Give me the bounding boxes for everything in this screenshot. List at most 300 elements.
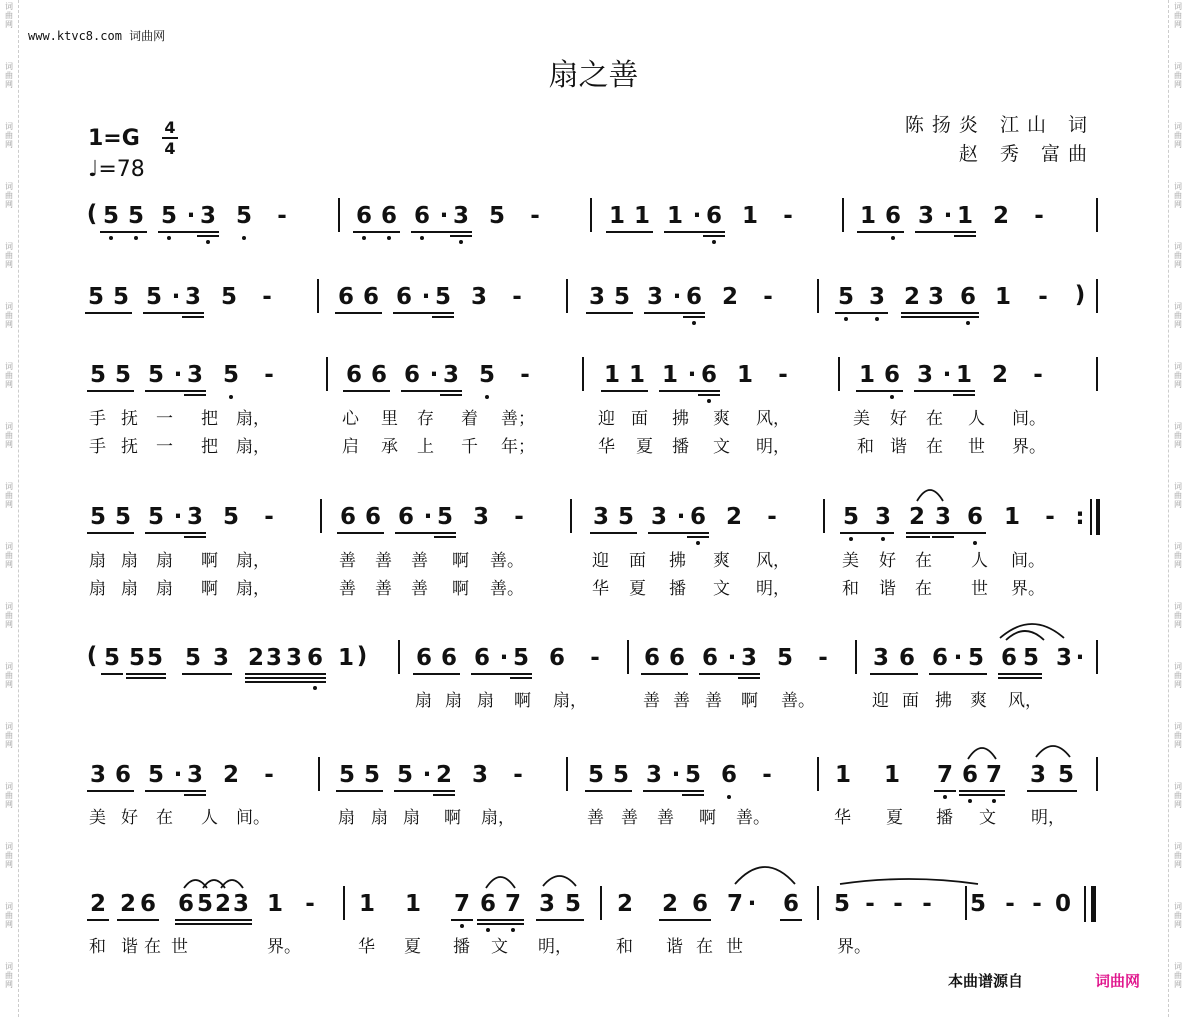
watermark-text: 词 曲 网	[5, 482, 13, 509]
note: 3	[538, 891, 555, 917]
lyric-char: 夏	[636, 437, 653, 457]
lyric-char: 美	[853, 409, 870, 429]
lyric-char: 千	[461, 437, 478, 457]
lyric-char: 扇	[338, 808, 355, 828]
octave-dot	[134, 236, 138, 240]
note: 5	[196, 891, 213, 917]
note: 7	[936, 762, 953, 788]
note: 3	[186, 762, 203, 788]
note: ·	[439, 203, 449, 229]
barline	[1091, 886, 1096, 922]
lyric-char: 美	[89, 808, 106, 828]
lyric-char: 在	[915, 579, 932, 599]
lyric-char: 善	[657, 808, 674, 828]
note: -	[264, 504, 274, 530]
note: 5	[220, 284, 237, 310]
note: 6	[961, 762, 978, 788]
note: ·	[421, 284, 431, 310]
underline	[87, 532, 134, 534]
lyric-char: 扇	[121, 551, 138, 571]
note: 6	[362, 284, 379, 310]
underline	[959, 794, 1005, 796]
lyric-char: 手	[89, 409, 106, 429]
underline	[659, 390, 720, 392]
source-label: 本曲谱源自	[948, 972, 1024, 990]
note: 5	[363, 762, 380, 788]
composer-credit: 赵 秀 富曲	[958, 143, 1095, 165]
barline	[1096, 499, 1100, 535]
note: 5	[147, 762, 164, 788]
octave-dot	[966, 321, 970, 325]
note: 1	[858, 362, 875, 388]
note: 5	[114, 362, 131, 388]
underline	[411, 231, 472, 233]
note: 5	[833, 891, 850, 917]
note: ·	[727, 645, 737, 671]
note: -	[778, 362, 788, 388]
underline	[394, 790, 455, 792]
lyric-char: 扇	[89, 579, 106, 599]
octave-dot	[968, 799, 972, 803]
lyric-char: 拂	[669, 551, 686, 571]
lyric-char: 善。	[781, 691, 815, 711]
note: ·	[1075, 645, 1085, 671]
note: 7	[985, 762, 1002, 788]
note: 2	[214, 891, 231, 917]
slur	[735, 867, 795, 884]
underline	[780, 919, 802, 921]
song-title: 扇之善	[548, 58, 639, 93]
underline	[117, 919, 159, 921]
note: :	[1075, 504, 1085, 530]
underline	[914, 390, 975, 392]
underline	[953, 394, 975, 396]
barline	[317, 279, 319, 313]
lyric-char: 间。	[1012, 409, 1046, 429]
note: 5	[235, 203, 252, 229]
octave-dot	[109, 236, 113, 240]
underline	[929, 673, 987, 675]
barline	[1096, 279, 1098, 313]
lyric-char: 人	[971, 551, 988, 571]
lyric-char: 爽	[713, 551, 730, 571]
barline	[320, 499, 322, 533]
underline	[434, 536, 456, 538]
watermark-text: 词 曲 网	[5, 242, 13, 269]
note: ·	[676, 504, 686, 530]
lyric-char: 好	[890, 409, 907, 429]
note: -	[520, 362, 530, 388]
underline	[145, 532, 206, 534]
octave-dot	[313, 686, 317, 690]
underline	[245, 681, 326, 683]
note: 5	[222, 362, 239, 388]
lyric-char: 一	[156, 409, 173, 429]
underline	[857, 231, 904, 233]
octave-dot	[511, 928, 515, 932]
note: 3	[916, 362, 933, 388]
lyric-char: 迎	[872, 691, 889, 711]
octave-dot	[229, 395, 233, 399]
note: 6	[177, 891, 194, 917]
lyric-char: 界。	[1012, 437, 1046, 457]
watermark-text: 词 曲 网	[5, 2, 13, 29]
lyric-char: 善；	[501, 409, 535, 429]
note: ·	[173, 362, 183, 388]
watermark-text: 词 曲 网	[1174, 362, 1182, 389]
underline	[536, 919, 584, 921]
lyric-char: 世	[726, 937, 743, 957]
lyric-char: 善	[411, 551, 428, 571]
source-name[interactable]: 词曲网	[1095, 972, 1141, 990]
lyric-char: 面	[629, 551, 646, 571]
note: 5	[102, 203, 119, 229]
note: 6	[1000, 645, 1017, 671]
note: 1	[608, 203, 625, 229]
octave-dot	[460, 924, 464, 928]
lyric-char: 上	[417, 437, 434, 457]
note: 1	[337, 645, 354, 671]
lyric-char: 扇	[477, 691, 494, 711]
note: 3	[588, 284, 605, 310]
lyric-char: 谐	[666, 937, 683, 957]
octave-dot	[943, 795, 947, 799]
watermark-text: 词 曲 网	[5, 602, 13, 629]
watermark-text: 词 曲 网	[5, 542, 13, 569]
note: 6	[689, 504, 706, 530]
barline	[1096, 357, 1098, 391]
underline	[901, 316, 979, 318]
note: 5	[967, 645, 984, 671]
underline	[87, 390, 134, 392]
note: 6	[440, 645, 457, 671]
note: 5	[564, 891, 581, 917]
underline	[703, 235, 725, 237]
watermark-text: 词 曲 网	[1174, 602, 1182, 629]
underline	[143, 312, 204, 314]
barline	[590, 198, 592, 232]
note: 6	[685, 284, 702, 310]
underline	[687, 536, 709, 538]
underline	[932, 536, 954, 538]
note: 6	[691, 891, 708, 917]
lyric-char: 扇，	[553, 691, 587, 711]
note: -	[818, 645, 828, 671]
slur	[1000, 624, 1064, 638]
note: 2	[661, 891, 678, 917]
underline	[337, 532, 384, 534]
key-signature: 1=G	[88, 126, 140, 151]
note: 3	[186, 362, 203, 388]
note: 6	[884, 203, 901, 229]
note: 3	[868, 284, 885, 310]
barline	[1090, 499, 1092, 535]
note: (	[86, 201, 98, 227]
note: -	[512, 284, 522, 310]
note: 6	[355, 203, 372, 229]
underline	[184, 794, 206, 796]
lyric-char: 迎	[592, 551, 609, 571]
lyric-char: 啊	[452, 551, 469, 571]
note: ·	[186, 203, 196, 229]
barline	[326, 357, 328, 391]
note: 7	[453, 891, 470, 917]
note: 6	[705, 203, 722, 229]
underline	[934, 790, 956, 792]
note: ·	[499, 645, 509, 671]
lyric-char: 里	[381, 409, 398, 429]
lyric-char: 明，	[756, 579, 790, 599]
underline	[450, 235, 472, 237]
lyric-char: 扇，	[481, 808, 515, 828]
note: 3	[592, 504, 609, 530]
note: ·	[747, 891, 757, 917]
note: 5	[1057, 762, 1074, 788]
note: 2	[435, 762, 452, 788]
underline	[471, 673, 532, 675]
lyric-char: 谐	[879, 579, 896, 599]
time-signature-bottom: 4	[164, 139, 176, 158]
note: 3	[89, 762, 106, 788]
watermark-text: 词 曲 网	[5, 902, 13, 929]
lyric-char: 善	[587, 808, 604, 828]
watermark-text: 词 曲 网	[5, 842, 13, 869]
lyric-char: 在	[926, 409, 943, 429]
note: 5	[127, 203, 144, 229]
lyric-char: 拂	[672, 409, 689, 429]
note: 3	[232, 891, 249, 917]
lyric-char: 风，	[756, 551, 790, 571]
octave-dot	[167, 236, 171, 240]
note: 6	[337, 284, 354, 310]
lyric-char: 谐	[890, 437, 907, 457]
lyric-char: 扇	[415, 691, 432, 711]
lyric-char: 文	[713, 579, 730, 599]
note: 6	[380, 203, 397, 229]
note: 2	[908, 504, 925, 530]
lyric-char: 善	[339, 579, 356, 599]
note: -	[1033, 362, 1043, 388]
note: -	[1034, 203, 1044, 229]
note: ·	[429, 362, 439, 388]
barline	[817, 757, 819, 791]
underline	[440, 394, 462, 396]
note: 3	[650, 504, 667, 530]
note: -	[763, 284, 773, 310]
right-watermark-strip	[1168, 0, 1187, 1017]
watermark-text: 词 曲 网	[1174, 122, 1182, 149]
note: 2	[247, 645, 264, 671]
octave-dot	[485, 395, 489, 399]
octave-dot	[362, 236, 366, 240]
watermark-text: 词 曲 网	[5, 122, 13, 149]
note: ·	[173, 504, 183, 530]
underline	[840, 532, 894, 534]
octave-dot	[692, 321, 696, 325]
watermark-text: 词 曲 网	[1174, 482, 1182, 509]
note: 5	[434, 284, 451, 310]
note: ·	[687, 362, 697, 388]
note: 1	[956, 203, 973, 229]
note: 3	[917, 203, 934, 229]
slur	[184, 880, 207, 888]
underline	[644, 312, 705, 314]
note: 7	[726, 891, 743, 917]
note: 3	[184, 284, 201, 310]
lyric-char: 善	[673, 691, 690, 711]
watermark-text: 词 曲 网	[5, 782, 13, 809]
lyric-char: 人	[201, 808, 218, 828]
underline	[245, 673, 326, 675]
note: 6	[306, 645, 323, 671]
underline	[184, 394, 206, 396]
underline	[659, 919, 711, 921]
lyric-char: 华	[598, 437, 615, 457]
underline	[998, 673, 1042, 675]
lyric-char: 文	[713, 437, 730, 457]
lyric-char: 扇，	[236, 409, 270, 429]
lyric-char: 播	[672, 437, 689, 457]
lyric-char: 谐	[121, 937, 138, 957]
lyric-char: 扇，	[236, 551, 270, 571]
lyric-char: 善	[375, 579, 392, 599]
lyric-char: 扇	[156, 551, 173, 571]
underline	[353, 231, 400, 233]
note: 6	[370, 362, 387, 388]
note: 6	[364, 504, 381, 530]
underline	[585, 790, 632, 792]
note: 3	[874, 504, 891, 530]
barline	[570, 499, 572, 533]
watermark-text: 词 曲 网	[5, 362, 13, 389]
watermark-text: 词 曲 网	[5, 962, 13, 989]
watermark-text: 词 曲 网	[5, 422, 13, 449]
lyric-char: 拂	[935, 691, 952, 711]
watermark-text: 词 曲 网	[1174, 842, 1182, 869]
underline	[245, 677, 326, 679]
underline	[835, 312, 888, 314]
underline	[433, 794, 455, 796]
underline	[101, 673, 123, 675]
underline	[641, 673, 688, 675]
note: 1	[266, 891, 283, 917]
octave-dot	[844, 317, 848, 321]
note: 3	[646, 284, 663, 310]
barline	[566, 757, 568, 791]
note: 3	[472, 504, 489, 530]
lyric-char: 着	[461, 409, 478, 429]
note: 5	[684, 762, 701, 788]
octave-dot	[486, 928, 490, 932]
octave-dot	[875, 317, 879, 321]
note: 3	[645, 762, 662, 788]
lyric-char: 好	[121, 808, 138, 828]
underline	[601, 390, 648, 392]
watermark-text: 词 曲 网	[1174, 962, 1182, 989]
lyric-char: 善。	[490, 579, 524, 599]
barline	[1096, 640, 1098, 674]
lyric-char: 文	[491, 937, 508, 957]
note: -	[305, 891, 315, 917]
note: 1	[955, 362, 972, 388]
octave-dot	[849, 537, 853, 541]
underline	[401, 390, 462, 392]
lyric-char: 世	[171, 937, 188, 957]
barline	[823, 499, 825, 533]
note: -	[514, 504, 524, 530]
lyric-char: 扇	[89, 551, 106, 571]
note: 1	[666, 203, 683, 229]
note: -	[783, 203, 793, 229]
lyric-char: 啊	[452, 579, 469, 599]
lyric-char: 善	[621, 808, 638, 828]
lyric-char: 扇，	[236, 437, 270, 457]
barline	[627, 640, 629, 674]
underline	[158, 231, 219, 233]
underline	[182, 316, 204, 318]
underline	[395, 532, 456, 534]
note: 3	[934, 504, 951, 530]
lyric-char: 善。	[736, 808, 770, 828]
lyric-char: 迎	[598, 409, 615, 429]
note: 3	[1029, 762, 1046, 788]
lyric-char: 和	[89, 937, 106, 957]
note: 1	[1003, 504, 1020, 530]
slur	[203, 880, 225, 888]
lyric-char: 和	[857, 437, 874, 457]
lyric-char: 间。	[1011, 551, 1045, 571]
watermark-text: 词 曲 网	[1174, 722, 1182, 749]
note: 2	[119, 891, 136, 917]
lyric-char: 在	[915, 551, 932, 571]
octave-dot	[387, 236, 391, 240]
note: -	[1045, 504, 1055, 530]
underline	[664, 231, 725, 233]
underline	[682, 794, 704, 796]
octave-dot	[712, 240, 716, 244]
octave-dot	[696, 541, 700, 545]
underline	[100, 231, 147, 233]
barline	[600, 886, 602, 920]
lyric-char: 善	[705, 691, 722, 711]
lyric-char: 在	[144, 937, 161, 957]
underline	[85, 312, 132, 314]
site-url[interactable]: www.ktvc8.com 词曲网	[28, 29, 166, 43]
octave-dot	[881, 537, 885, 541]
slur	[1036, 746, 1070, 757]
note: 6	[700, 362, 717, 388]
time-signature	[162, 119, 178, 157]
underline	[145, 390, 206, 392]
note: 3	[199, 203, 216, 229]
barline	[817, 279, 819, 313]
slur	[840, 879, 978, 884]
barline	[566, 279, 568, 313]
note: 3	[212, 645, 229, 671]
time-signature-top: 4	[164, 118, 176, 137]
watermark-text: 词 曲 网	[1174, 182, 1182, 209]
underline	[126, 673, 166, 675]
note: 5	[613, 284, 630, 310]
underline	[393, 312, 454, 314]
lyric-char: 界。	[837, 937, 871, 957]
note: 5	[147, 362, 164, 388]
note: -	[530, 203, 540, 229]
note: ·	[173, 762, 183, 788]
slur	[968, 748, 996, 759]
barline	[855, 640, 857, 674]
note: -	[590, 645, 600, 671]
